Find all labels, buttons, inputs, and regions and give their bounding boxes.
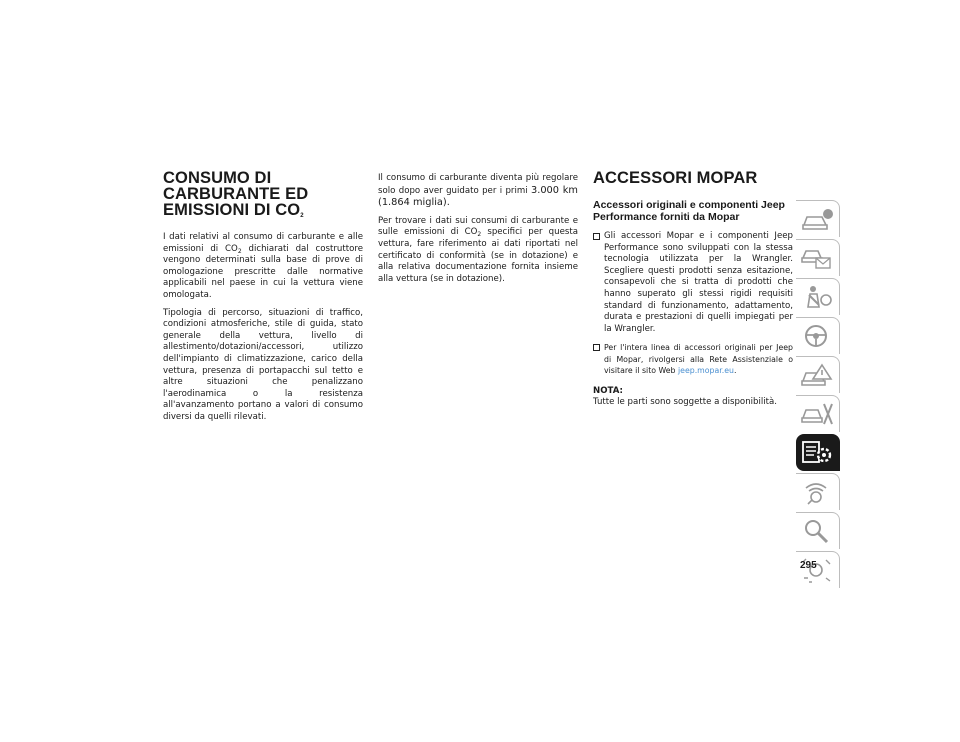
- tab-warning-car[interactable]: [796, 356, 840, 393]
- media-icon: [800, 478, 834, 506]
- tab-specs-gear[interactable]: [796, 434, 840, 471]
- page-number: 295: [800, 560, 817, 571]
- section-title-accessori: ACCESSORI MOPAR: [593, 169, 758, 187]
- steering-wheel-icon: [800, 322, 834, 350]
- square-bullet-icon: [593, 233, 600, 240]
- nota-label: NOTA:: [593, 385, 623, 396]
- tab-steering-wheel[interactable]: [796, 317, 840, 354]
- mopar-link[interactable]: jeep.mopar.eu: [677, 365, 734, 375]
- chapter-tabs: [796, 200, 840, 590]
- nota-text: Tutte le parti sono soggette a disponibilità.: [593, 396, 778, 407]
- column-co2: [163, 170, 363, 430]
- tab-car-mail[interactable]: [796, 239, 840, 276]
- seatbelt-icon: [800, 283, 834, 311]
- warning-car-icon: [800, 361, 834, 389]
- section-title-consumo: CONSUMO DI CARBURANTE ED EMISSIONI DI $CO_2$: [163, 169, 309, 219]
- column-consumo-regolare: [378, 173, 578, 291]
- bullet-list: [593, 231, 793, 376]
- list-item: Gli accessori Mopar e i componenti Jeep Performance sono sviluppati con la stessa tecnologia utilizzata per la Wrangler. Scegliere questi prodotti senza esitazione, consapevoli che si tratta di prodotti che hanno superato gli stessi rigidi requisiti standard di funzionamento, adattamento, durata e prestazioni di quelli impiegati per la Wrangler.: [593, 231, 793, 335]
- tab-car-tools[interactable]: [796, 395, 840, 432]
- paragraph-co2-dichiarati: I dati relativi al consumo di carburante e alle emissioni di $CO_2$ dichiarati dal costruttore vengono determinati sulla base di prove di omologazione prescritte dalle normative applicabili nel paese in cui la vettura viene omologata.: [163, 232, 363, 300]
- paragraph-consumo-regolare: Il consumo di carburante diventa più regolare solo dopo aver guidato per i primi 3.000 km (1.864 miglia).: [378, 173, 578, 209]
- car-mail-icon: [800, 244, 834, 272]
- car-tools-icon: [800, 400, 834, 428]
- column-accessori: [593, 170, 793, 409]
- tab-car-info[interactable]: [796, 200, 840, 237]
- paragraph-tipologia: Tipologia di percorso, situazioni di traffico, condizioni atmosferiche, stile di guida, stato generale della vettura, livello di allestimento/dotazioni/accessori, utilizzo dell'impianto di climatizzazione, carico della vettura, presenza di portapacchi sul tetto e altre situazioni che penalizzano l'aerodinamica o la resistenza all'avanzamento portano a valori di consumo diversi da quelli rilevati.: [163, 307, 363, 422]
- magnifier-icon: [800, 517, 834, 545]
- square-bullet-icon: [593, 344, 600, 351]
- tab-magnifier[interactable]: [796, 512, 840, 549]
- list-item: Per l'intera linea di accessori originali per Jeep di Mopar, rivolgersi alla Rete Assistenziale o visitare il sito Web jeep.mopar.eu.: [593, 342, 793, 376]
- paragraph-dati-consumi: Per trovare i dati sui consumi di carburante e sulle emissioni di $CO_2$ specifici per questa vettura, fare riferimento ai dati riportati nel certificato di conformità (se in dotazione) e alla relativa documentazione fornita insieme alla vettura (se in dotazione).: [378, 215, 578, 284]
- car-info-icon: [800, 205, 834, 233]
- tab-media[interactable]: [796, 473, 840, 510]
- subheading-accessori-originali: Accessori originali e componenti Jeep Performance forniti da Mopar: [593, 199, 785, 223]
- specs-gear-icon: [800, 439, 834, 467]
- tab-seatbelt[interactable]: [796, 278, 840, 315]
